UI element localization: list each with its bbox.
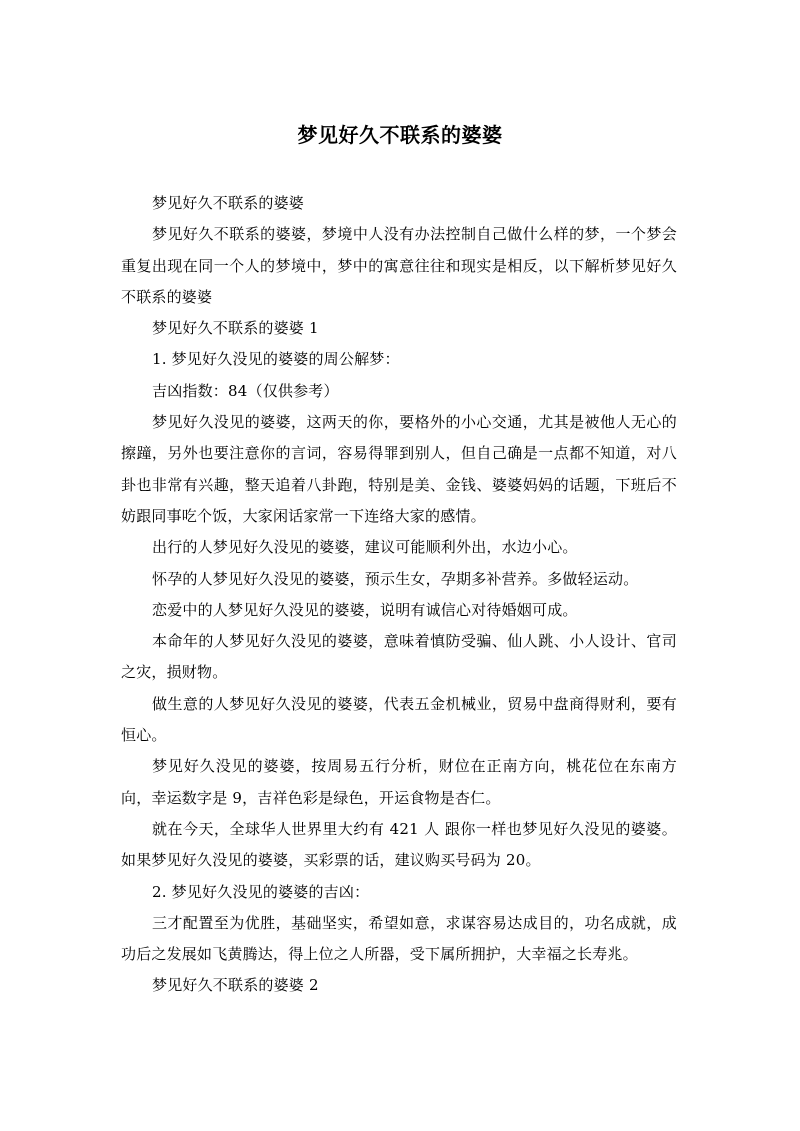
paragraph: 本命年的人梦见好久没见的婆婆，意味着慎防受骗、仙人跳、小人设计、官司之灾，损财物。	[121, 632, 677, 682]
paragraph: 梦见好久不联系的婆婆	[152, 194, 305, 212]
document-body	[121, 188, 677, 1002]
section-heading: 梦见好久不联系的婆婆 1	[152, 319, 319, 338]
paragraph: 三才配置至为优胜，基础坚实，希望如意，求谋容易达成目的，功名成就，成功后之发展如飞黄腾达，得上位之人所器，受下属所拥护，大幸福之长寿兆。	[121, 913, 677, 964]
subsection-heading: 2. 梦见好久没见的婆婆的吉凶：	[152, 882, 370, 901]
paragraph: 出行的人梦见好久没见的婆婆，建议可能顺利外出，水边小心。	[152, 538, 578, 557]
paragraph: 恋爱中的人梦见好久没见的婆婆，说明有诚信心对待婚姻可成。	[152, 600, 578, 619]
paragraph: 梦见好久没见的婆婆，这两天的你，要格外的小心交通，尤其是被他人无心的擦蹱，另外也要注意你的言词，容易得罪到别人，但自己确是一点都不知道，对八卦也非常有兴趣，整天追着八卦跑，特别是美、金钱、婆婆妈妈的话题，下班后不妨跟同事吃个饭，大家闲话家常一下连络大家的感情。	[121, 413, 677, 525]
paragraph: 梦见好久不联系的婆婆，梦境中人没有办法控制自己做什么样的梦，一个梦会重复出现在同一个人的梦境中，梦中的寓意往往和现实是相反，以下解析梦见好久不联系的婆婆	[121, 225, 677, 306]
paragraph: 怀孕的人梦见好久没见的婆婆，预示生女，孕期多补营养。多做轻运动。	[152, 569, 639, 588]
paragraph: 就在今天，全球华人世界里大约有 421 人 跟你一样也梦见好久没见的婆婆。如果梦见好久没见的婆婆，买彩票的话，建议购买号码为 20。	[121, 819, 677, 870]
subsection-heading: 1. 梦见好久没见的婆婆的周公解梦：	[152, 350, 400, 369]
paragraph: 做生意的人梦见好久没见的婆婆，代表五金机械业，贸易中盘商得财利，要有恒心。	[121, 694, 677, 745]
page-title: 梦见好久不联系的婆婆	[297, 123, 503, 147]
paragraph: 吉凶指数：84（仅供参考）	[152, 381, 339, 400]
paragraph: 梦见好久没见的婆婆，按周易五行分析，财位在正南方向，桃花位在东南方向，幸运数字是 9，吉祥色彩是绿色，开运食物是杏仁。	[121, 757, 677, 807]
section-heading: 梦见好久不联系的婆婆 2	[152, 976, 319, 995]
